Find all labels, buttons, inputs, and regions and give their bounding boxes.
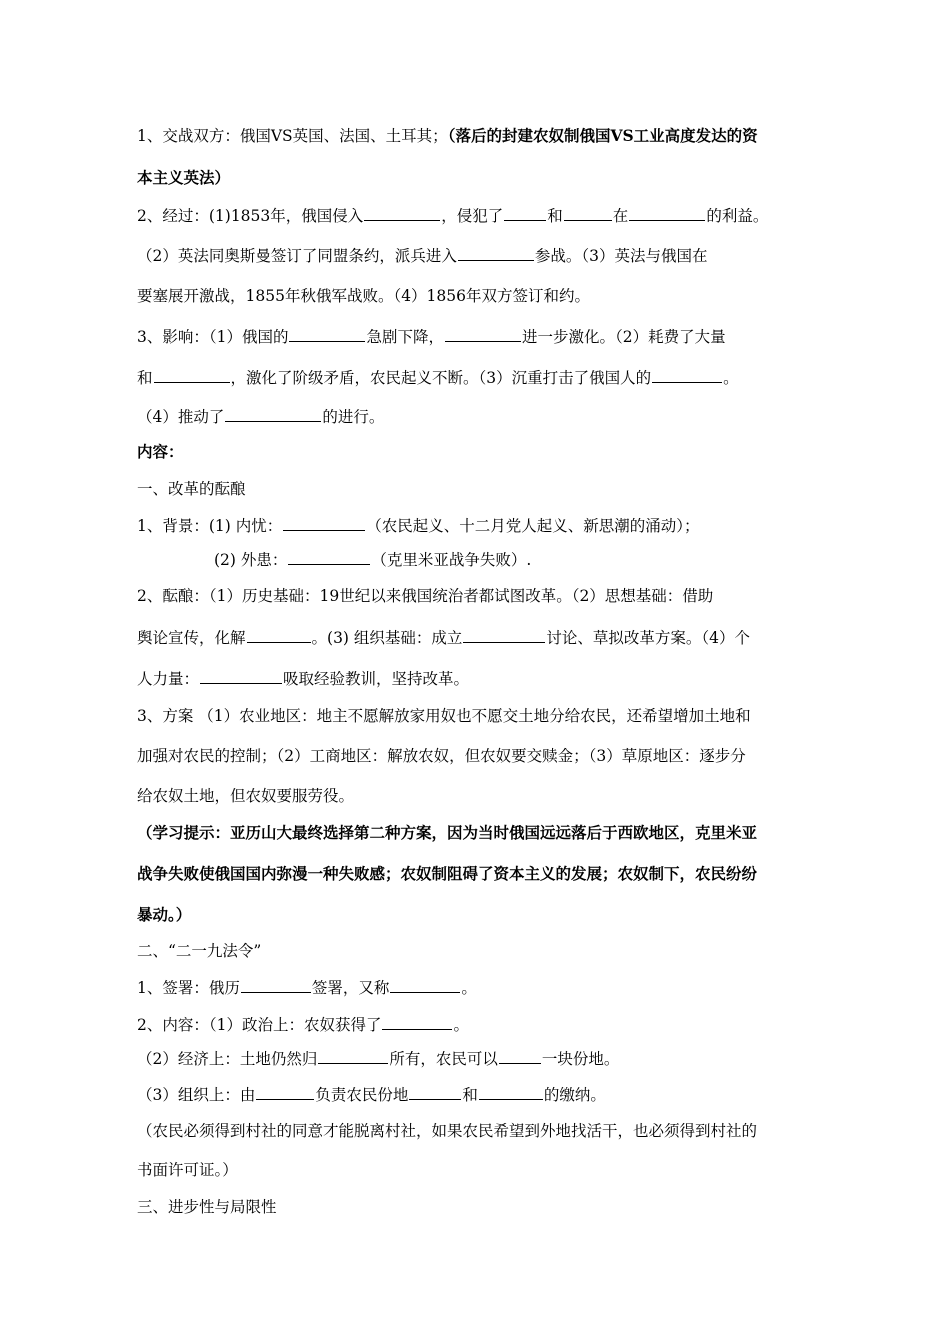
line-6 [137,326,827,347]
line-24 [137,1014,827,1035]
fill-blank[interactable] [200,668,282,684]
fill-blank[interactable] [288,549,370,565]
fill-blank[interactable] [256,1084,314,1100]
fill-blank[interactable] [479,1084,543,1100]
line-26 [137,1084,827,1105]
line-11 [137,515,827,536]
fill-blank[interactable] [390,977,460,993]
line-15 [137,668,827,689]
line-17: 加强对农民的控制；（2）工商地区：解放农奴，但农奴要交赎金；（3）草原地区：逐步分 [137,747,746,765]
line-23 [137,977,827,998]
line-25 [137,1048,827,1069]
text-seg: 的进行。 [322,408,385,426]
fill-blank[interactable] [445,326,521,342]
fill-blank[interactable] [504,205,546,221]
text-seg: 负责农民份地 [315,1086,409,1104]
fill-blank[interactable] [409,1084,461,1100]
text-seg: 。(3) 组织基础：成立 [311,629,463,647]
text-seg: （4）推动了 [137,408,225,426]
text-seg: 在 [612,207,629,225]
text-seg: 2、内容：（1）政治上：农奴获得了 [137,1016,382,1034]
text-seg: 舆论宣传，化解 [137,629,246,647]
section-heading-content: 内容： [137,442,184,461]
line-28: 书面许可证。） [137,1161,238,1179]
line-8 [137,406,827,427]
text-seg: （农民起义、十二月党人起义、新思潮的涌动）； [366,517,700,535]
fill-blank[interactable] [318,1048,388,1064]
participants-note-bold: （落后的封建农奴制俄国VS工业高度发达的资 [447,126,758,145]
text-seg: 。 [461,979,477,997]
study-tip-line-2: 战争失败使俄国国内弥漫一种失败感；农奴制阻碍了资本主义的发展；农奴制下，农民纷纷 [137,864,758,883]
fill-blank[interactable] [463,627,545,643]
text-seg: 。 [453,1016,469,1034]
text-seg: 人力量： [137,670,200,688]
text-seg: 吸取经验教训，坚持改革。 [283,670,470,688]
text-seg: 讨论、草拟改革方案。（4）个 [546,629,751,647]
text-seg: 的利益。 [706,207,769,225]
text-seg: （克里米亚战争失败）. [371,551,532,569]
fill-blank[interactable] [499,1048,541,1064]
line-5: 要塞展开激战，1855年秋俄军战败。（4）1856年双方签订和约。 [137,287,591,305]
text-seg: 。 [723,369,739,387]
text-seg: （2）经济上：土地仍然归 [137,1050,318,1068]
fill-blank[interactable] [154,367,230,383]
line-27: （农民必须得到村社的同意才能脱离村社，如果农民希望到外地找活干，也必须得到村社的 [137,1122,758,1140]
fill-blank[interactable] [564,205,612,221]
line-4 [137,245,827,266]
line-3 [137,205,827,226]
text-seg: （3）组织上：由 [137,1086,256,1104]
line-18: 给农奴土地，但农奴要服劳役。 [137,787,355,805]
text-seg: 一块份地。 [541,1050,620,1068]
text-seg: 2、经过：(1)1853年，俄国侵入 [137,207,364,225]
fill-blank[interactable] [283,515,365,531]
text-seg: (2) 外患： [214,551,288,569]
section-title-1: 一、改革的酝酿 [137,480,246,498]
text-seg: 和 [547,207,563,225]
fill-blank[interactable] [247,627,311,643]
study-tip-line-3: 暴动。） [137,905,192,924]
line-13: 2、酝酿：（1）历史基础：19世纪以来俄国统治者都试图改革。（2）思想基础：借助 [137,587,714,605]
text-seg: 和 [137,369,153,387]
section-title-3: 三、进步性与局限性 [137,1198,277,1216]
fill-blank[interactable] [652,367,722,383]
text-seg: 的缴纳。 [543,1086,606,1104]
text-seg: 急剧下降， [366,328,444,346]
participants-text: 1、交战双方：俄国VS英国、法国、土耳其； [137,127,448,145]
line-7 [137,367,827,388]
study-tip-line-1: （学习提示：亚历山大最终选择第二种方案，因为当时俄国远远落后于西欧地区，克里米亚 [137,823,758,842]
fill-blank[interactable] [629,205,705,221]
text-seg: 进一步激化。（2）耗费了大量 [522,328,726,346]
fill-blank[interactable] [241,977,311,993]
text-seg: 和 [462,1086,478,1104]
text-seg: 所有，农民可以 [389,1050,498,1068]
line-16: 3、方案 （1）农业地区：地主不愿解放家用奴也不愿交土地分给农民，还希望增加土地和 [137,707,751,725]
text-seg: 3、影响：（1）俄国的 [137,328,289,346]
fill-blank[interactable] [225,406,321,422]
text-seg: （2）英法同奥斯曼签订了同盟条约，派兵进入 [137,247,457,265]
line-12 [214,549,904,570]
text-seg: 签署，又称 [311,979,390,997]
text-seg: 1、签署：俄历 [137,979,240,997]
text-seg: 1、背景：(1) 内忧： [137,517,283,535]
fill-blank[interactable] [289,326,365,342]
line-2: 本主义英法） [137,168,231,187]
text-seg: ，侵犯了 [441,207,504,225]
fill-blank[interactable] [382,1014,452,1030]
section-title-2: 二、“二一九法令” [137,942,262,960]
text-seg: 参战。（3）英法与俄国在 [534,247,708,265]
fill-blank[interactable] [364,205,440,221]
fill-blank[interactable] [458,245,534,261]
line-1 [137,126,827,146]
line-14 [137,627,827,648]
text-seg: ，激化了阶级矛盾，农民起义不断。（3）沉重打击了俄国人的 [230,369,652,387]
